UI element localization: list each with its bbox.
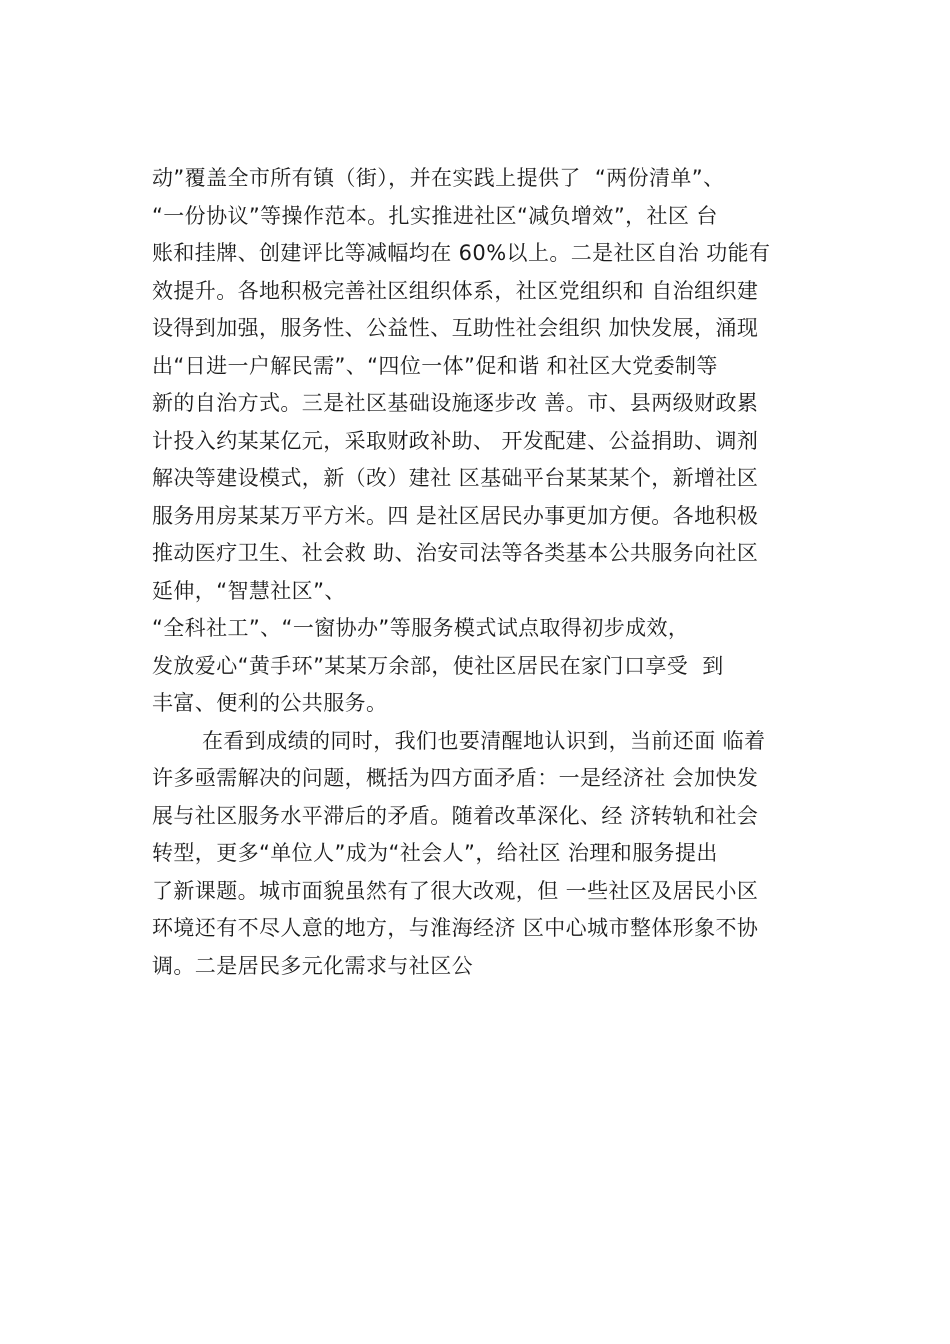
text-line: 效提升。各地积极完善社区组织体系，社区党组织和 自治组织建 (152, 278, 759, 303)
text-line: 新的自治方式。三是社区基础设施逐步改 善。市、县两级财政累 (152, 391, 759, 415)
text-line: 在看到成绩的同时，我们也要清醒地认识到，当前还面 临着 (202, 728, 766, 753)
text-line: “一份协议”等操作范本。扎实推进社区“减负增效”，社区 台 (152, 203, 718, 228)
body-text (152, 160, 842, 985)
text-line: 解决等建设模式，新（改）建社 区基础平台某某某个，新增社区 (152, 466, 759, 490)
text-line: 出“日进一户解民需”、“四位一体”促和谐 和社区大党委制等 (152, 353, 718, 378)
paragraph-2 (152, 723, 842, 986)
text-line: 转型，更多“单位人”成为“社会人”，给社区 治理和服务提出 (152, 841, 718, 865)
text-line: 丰富、便利的公共服务。 (152, 691, 388, 715)
text-line: 调。二是居民多元化需求与社区公 (152, 953, 473, 978)
text-line: 设得到加强，服务性、公益性、互助性社会组织 加快发展，涌现 (152, 316, 759, 340)
text-line: 发放爱心“黄手环”某某万余部，使社区居民在家门口享受 到 (152, 653, 724, 678)
text-line: 动”覆盖全市所有镇（街），并在实践上提供了 “两份清单”、 (152, 166, 725, 190)
text-line: 账和挂牌、创建评比等减幅均在 60%以上。二是社区自治 功能有 (152, 241, 771, 265)
paragraph-1 (152, 160, 842, 723)
text-line: 展与社区服务水平滞后的矛盾。随着改革深化、经 济转轨和社会 (152, 803, 759, 828)
text-line: 服务用房某某万平方米。四 是社区居民办事更加方便。各地积极 (152, 503, 759, 528)
text-line: 环境还有不尽人意的地方，与淮海经济 区中心城市整体形象不协 (152, 916, 759, 940)
text-line: 延伸，“智慧社区”、 (152, 578, 346, 603)
text-line: 了新课题。城市面貌虽然有了很大改观，但 一些社区及居民小区 (152, 878, 759, 903)
text-line: 推动医疗卫生、社会救 助、治安司法等各类基本公共服务向社区 (152, 541, 759, 565)
text-line: 计投入约某某亿元，采取财政补助、 开发配建、公益捐助、调剂 (152, 428, 759, 453)
text-line: 许多亟需解决的问题，概括为四方面矛盾：一是经济社 会加快发 (152, 766, 759, 790)
text-line: “全科社工”、“一窗协办”等服务模式试点取得初步成效， (152, 616, 690, 640)
